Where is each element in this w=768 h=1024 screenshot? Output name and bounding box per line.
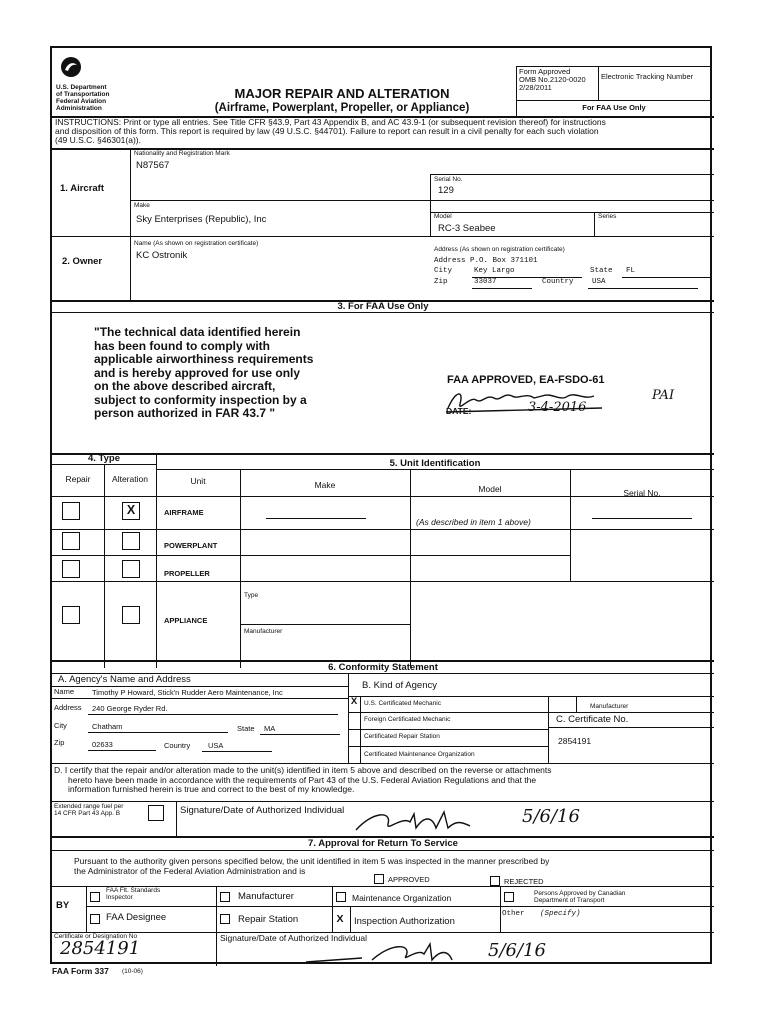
omb-block — [519, 68, 586, 92]
faa-use-section-title: 3. For FAA Use Only — [337, 301, 429, 312]
agency-label: A. Agency's Name and Address — [58, 674, 191, 685]
faa-date-label: DATE: — [446, 406, 472, 416]
kind-maint-org-label: Certificated Maintenance Organization — [364, 751, 475, 758]
designee-label: FAA Designee — [106, 912, 167, 923]
airframe-label: AIRFRAME — [164, 508, 204, 517]
kind-mechanic-mark[interactable]: X — [350, 696, 358, 707]
cert-no-label: C. Certificate No. — [556, 714, 629, 725]
certify-line: hereto have been made in accordance with the requirements of Part 43 of the U.S. Federal Aviation Regulations and that the — [68, 774, 537, 785]
agency-zip-value[interactable]: 02633 — [92, 740, 113, 749]
airframe-alteration-checkbox[interactable]: X — [122, 502, 140, 520]
owner-name-value[interactable]: KC Ostronik — [136, 250, 188, 261]
owner-address-label: Address (As shown on registration certificate) — [434, 246, 565, 253]
manufacturer-checkbox[interactable] — [220, 892, 230, 902]
certify-statement — [54, 766, 714, 795]
approval-text-line: the Administrator of the Federal Aviation Administration and is — [74, 866, 306, 876]
serial-label: Serial No. — [434, 176, 463, 183]
agency-city-value[interactable]: Chatham — [92, 722, 123, 731]
appliance-manufacturer-label: Manufacturer — [244, 628, 283, 635]
form-subtitle: (Airframe, Powerplant, Propeller, or Appliance) — [214, 102, 470, 114]
owner-section-label: 2. Owner — [62, 256, 103, 267]
owner-city-label: City — [434, 267, 453, 275]
return-signature-icon — [302, 938, 482, 966]
nationality-value[interactable]: N87567 — [136, 160, 170, 171]
owner-city-value[interactable]: Key Largo — [474, 267, 515, 275]
approval-section-title: 7. Approval for Return To Service — [308, 838, 458, 849]
type-section-title: 4. Type — [87, 453, 121, 464]
canada-checkbox[interactable] — [504, 892, 514, 902]
statement-line: on the above described aircraft, — [94, 379, 276, 393]
kind-mechanic-label: U.S. Certificated Mechanic — [364, 700, 441, 707]
agency-zip-label: Zip — [54, 738, 65, 747]
extended-range-label — [54, 803, 123, 817]
by-label: BY — [56, 900, 70, 911]
make-col-header: Make — [314, 480, 336, 490]
series-label: Series — [598, 213, 617, 220]
appliance-label: APPLIANCE — [164, 616, 208, 625]
instructions-line: (49 U.S.C. §46301(a)). — [55, 135, 141, 145]
model-value[interactable]: RC-3 Seabee — [438, 223, 496, 234]
return-signature-label: Signature/Date of Authorized Individual — [220, 933, 367, 943]
certify-line: information furnished herein is true and correct to the best of my knowledge. — [68, 784, 355, 794]
agency-address-label: Address — [54, 703, 82, 712]
statement-line: has been found to comply with — [94, 338, 271, 353]
propeller-label: PROPELLER — [164, 569, 210, 578]
owner-state-label: State — [590, 267, 613, 275]
certify-line: D. I certify that the repair and/or alteration made to the unit(s) identified in item 5 above and described on the reverse or attachments — [54, 766, 552, 775]
propeller-alteration-checkbox[interactable] — [122, 560, 140, 578]
appliance-repair-checkbox[interactable] — [62, 606, 80, 624]
model-col-header: Model — [478, 484, 502, 494]
appliance-type-label: Type — [244, 592, 259, 599]
return-signature-date: 5/6/16 — [488, 940, 546, 961]
designee-checkbox[interactable] — [90, 914, 100, 924]
owner-state-value[interactable]: FL — [626, 267, 636, 275]
approval-text-line: Pursuant to the authority given persons specified below, the unit identified in item 5 was inspected in the manner prescribed by — [74, 856, 550, 866]
omb-number: OMB No.2120-0020 — [519, 75, 586, 84]
model-label: Model — [434, 213, 452, 220]
kind-repair-station-label: Certificated Repair Station — [364, 733, 440, 740]
conformity-signature-date: 5/6/16 — [522, 806, 580, 827]
agency-state-value[interactable]: MA — [264, 724, 276, 733]
fs-inspector-label — [106, 887, 160, 901]
agency-city-label: City — [54, 721, 67, 730]
powerplant-repair-checkbox[interactable] — [62, 532, 80, 550]
tracking-label: Electronic Tracking Number — [601, 72, 694, 81]
dept-line: Federal Aviation — [56, 98, 107, 105]
extended-range-line: 14 CFR Part 43 App. B — [54, 810, 121, 817]
owner-country-label: Country — [542, 278, 574, 286]
fs-inspector-line: FAA Flt. Standards — [106, 887, 161, 894]
cert-designation-value: 2854191 — [60, 938, 141, 959]
powerplant-label: POWERPLANT — [164, 541, 218, 550]
agency-address-value[interactable]: 240 George Ryder Rd. — [92, 704, 168, 713]
manufacturer-label: Manufacturer — [238, 891, 294, 902]
faa-signer-suffix: PAI — [652, 388, 675, 403]
make-label: Make — [134, 202, 150, 209]
statement-line: and is hereby approved for use only — [94, 365, 301, 380]
dept-line: Administration — [56, 105, 102, 112]
approved-checkbox[interactable] — [374, 874, 384, 884]
canada-label — [534, 890, 625, 904]
faa-approved-label: FAA APPROVED, EA-FSDO-61 — [447, 374, 605, 386]
form-title: MAJOR REPAIR AND ALTERATION — [234, 86, 450, 101]
statement-line: "The technical data identified herein — [94, 325, 301, 339]
agency-state-label: State — [237, 724, 255, 733]
powerplant-alteration-checkbox[interactable] — [122, 532, 140, 550]
owner-address-value[interactable]: Address P.O. Box 371101 — [434, 257, 538, 265]
statement-line: subject to conformity inspection by a — [94, 392, 307, 407]
approval-statement — [94, 326, 313, 421]
extended-range-line: Extended range fuel per — [54, 803, 124, 810]
kind-foreign-label: Foreign Certificated Mechanic — [364, 716, 451, 723]
extended-range-checkbox[interactable] — [148, 805, 164, 821]
dot-logo-icon — [60, 56, 82, 78]
nationality-label: Nationality and Registration Mark — [134, 150, 230, 157]
conformity-section-title: 6. Conformity Statement — [328, 662, 438, 673]
agency-name-value[interactable]: Timothy P Howard, Stick'n Rudder Aero Maintenance, Inc — [92, 688, 283, 697]
rejected-checkbox[interactable] — [490, 876, 500, 886]
airframe-model-note: (As described in item 1 above) — [416, 517, 531, 527]
ia-label: Inspection Authorization — [354, 916, 455, 927]
repair-col-header: Repair — [65, 474, 91, 484]
conformity-signature-icon — [352, 806, 502, 836]
owner-zip-label: Zip — [434, 278, 448, 286]
instructions — [55, 118, 715, 145]
unit-col-header: Unit — [190, 476, 206, 486]
propeller-repair-checkbox[interactable] — [62, 560, 80, 578]
faa-form-337 — [50, 46, 712, 964]
alteration-col-header: Alteration — [112, 474, 148, 484]
conformity-signature-label: Signature/Date of Authorized Individual — [180, 805, 345, 816]
kind-manufacturer-label: Manufacturer — [590, 703, 629, 710]
rejected-label: REJECTED — [504, 877, 544, 886]
omb-date: 2/28/2011 — [519, 83, 552, 92]
cert-designation-label: Certificate or Designation No — [54, 933, 138, 940]
agency-country-label: Country — [164, 741, 191, 750]
airframe-repair-checkbox[interactable] — [62, 502, 80, 520]
make-value[interactable]: Sky Enterprises (Republic), Inc — [136, 214, 267, 225]
dept-line: U.S. Department — [56, 84, 107, 91]
dept-line: of Transportation — [56, 91, 110, 98]
repair-station-label: Repair Station — [238, 914, 299, 925]
dept-block — [56, 84, 109, 112]
canada-line: Department of Transport — [534, 897, 605, 904]
specify-label: (Specify) — [540, 910, 581, 918]
maint-org-checkbox[interactable] — [336, 892, 346, 902]
agency-country-value[interactable]: USA — [208, 741, 224, 750]
statement-line: applicable airworthiness requirements — [94, 352, 314, 366]
cert-no-value[interactable]: 2854191 — [558, 736, 592, 746]
form-revision: (10-06) — [122, 968, 143, 975]
maint-org-label: Maintenance Organization — [352, 893, 452, 903]
aircraft-section-label: 1. Aircraft — [60, 183, 104, 194]
serial-col-header: Serial No. — [623, 488, 661, 498]
instructions-line: and disposition of this form. This report is required by law (49 U.S.C. §44701). Failure to report can result in a civil penalty for each such violation — [55, 126, 599, 136]
owner-name-label: Name (As shown on registration certificate) — [134, 240, 259, 247]
owner-country-value[interactable]: USA — [592, 278, 606, 286]
repair-station-checkbox[interactable] — [220, 914, 230, 924]
canada-line: Persons Approved by Canadian — [534, 890, 626, 897]
agency-name-label: Name — [54, 687, 75, 696]
faa-use-only-label: For FAA Use Only — [582, 103, 646, 112]
owner-zip-value[interactable]: 33037 — [474, 278, 497, 286]
approved-label: APPROVED — [388, 875, 430, 884]
appliance-alteration-checkbox[interactable] — [122, 606, 140, 624]
kind-agency-label: B. Kind of Agency — [362, 680, 437, 691]
form-name: FAA Form 337 — [52, 966, 109, 976]
faa-date-value: 3-4-2016 — [528, 400, 587, 415]
serial-value[interactable]: 129 — [438, 185, 454, 196]
fs-inspector-line: Inspector — [106, 894, 133, 901]
instructions-line: INSTRUCTIONS: Print or type all entries. See Title CFR §43.9, Part 43 Appendix B, and AC 43.9-1 (or subsequent revision thereof) for instructions — [55, 118, 606, 127]
unit-ident-section-title: 5. Unit Identification — [389, 458, 481, 469]
ia-checkbox-mark[interactable]: X — [336, 913, 344, 925]
form-approved-label: Form Approved — [519, 67, 571, 76]
other-label: Other — [502, 910, 525, 918]
fs-inspector-checkbox[interactable] — [90, 892, 100, 902]
statement-line: person authorized in FAR 43.7 " — [94, 406, 276, 420]
